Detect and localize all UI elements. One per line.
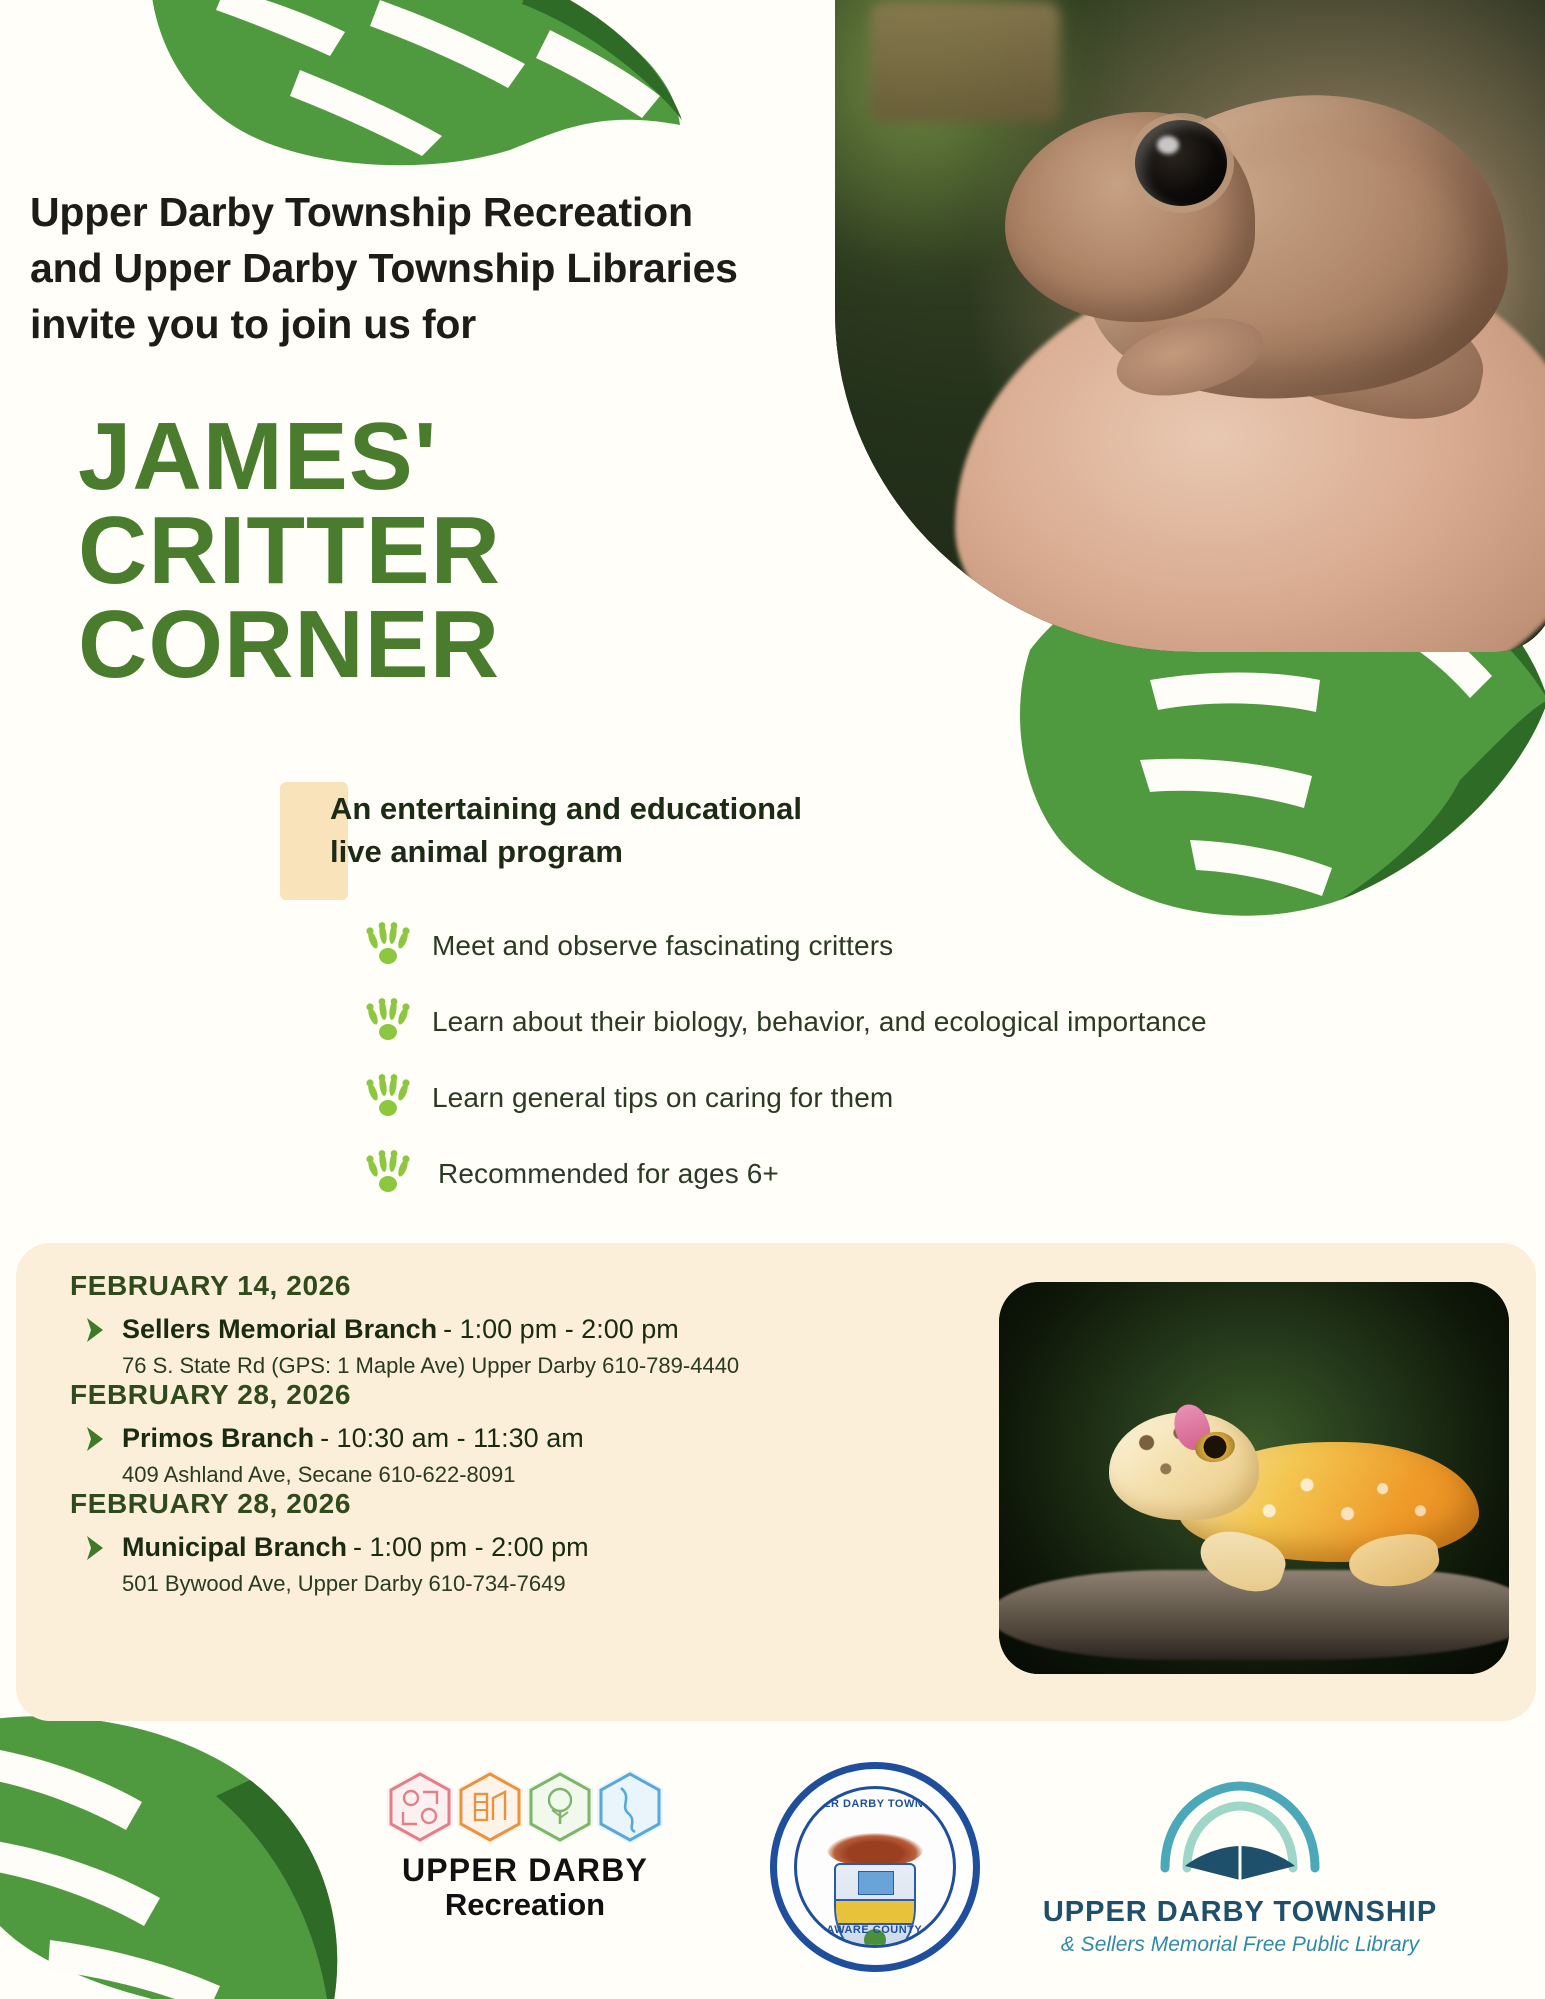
monstera-leaf-top-icon bbox=[130, 0, 690, 210]
subtitle bbox=[280, 782, 1040, 900]
frog-footprint-icon bbox=[360, 1074, 416, 1122]
township-seal-logo bbox=[770, 1762, 980, 1972]
title-line-1: JAMES' bbox=[78, 403, 438, 510]
invite-line-2: and Upper Darby Township Libraries bbox=[30, 244, 738, 291]
seal-bottom-text: DELAWARE COUNTY, PA. bbox=[802, 1924, 948, 1936]
event-venue-row bbox=[70, 1423, 970, 1454]
feature-list bbox=[360, 920, 1480, 1224]
title-line-3: CORNER bbox=[78, 591, 501, 699]
title-line-2: CRITTER bbox=[78, 497, 501, 605]
list-item-label: Learn general tips on caring for them bbox=[432, 1082, 894, 1113]
library-logo bbox=[1030, 1772, 1450, 1957]
event-group bbox=[70, 1488, 970, 1597]
eagle-icon bbox=[827, 1833, 923, 1867]
schedule-list bbox=[70, 1270, 970, 1597]
event-date: FEBRUARY 28, 2026 bbox=[70, 1488, 351, 1519]
frog-footprint-icon bbox=[360, 998, 416, 1046]
subtitle-line-1: An entertaining and educational bbox=[330, 791, 802, 826]
open-book-arc-icon bbox=[1135, 1772, 1345, 1892]
seal-top-text: UPPER DARBY TOWNSHIP bbox=[798, 1798, 951, 1810]
event-address: 409 Ashland Ave, Secane 610-622-8091 bbox=[122, 1462, 516, 1487]
list-item-label: Meet and observe fascinating critters bbox=[432, 930, 894, 961]
recreation-logo-sub: Recreation bbox=[444, 1887, 606, 1922]
page-title bbox=[78, 403, 838, 699]
event-venue-name: Sellers Memorial Branch bbox=[122, 1314, 438, 1344]
list-item bbox=[360, 1148, 1480, 1200]
upper-darby-recreation-logo bbox=[360, 1770, 690, 1923]
creek-hex-icon bbox=[597, 1770, 663, 1844]
event-date: FEBRUARY 14, 2026 bbox=[70, 1270, 351, 1301]
event-group bbox=[70, 1379, 970, 1488]
frog-footprint-icon bbox=[360, 922, 416, 970]
list-item bbox=[360, 996, 1480, 1048]
invite-line-1: Upper Darby Township Recreation bbox=[30, 189, 693, 235]
event-date: FEBRUARY 28, 2026 bbox=[70, 1379, 351, 1410]
logo-row bbox=[0, 1762, 1545, 1992]
list-item bbox=[360, 1072, 1480, 1124]
invite-line-3: invite you to join us for bbox=[30, 300, 477, 347]
event-address: 501 Bywood Ave, Upper Darby 610-734-7649 bbox=[122, 1571, 566, 1596]
event-address: 76 S. State Rd (GPS: 1 Maple Ave) Upper Darby 610-789-4440 bbox=[122, 1353, 740, 1378]
event-venue-name: Municipal Branch bbox=[122, 1532, 348, 1562]
event-time: - 10:30 am - 11:30 am bbox=[320, 1423, 584, 1453]
list-item-label: Recommended for ages 6+ bbox=[438, 1158, 779, 1189]
invite-text bbox=[30, 185, 850, 352]
frog-footprint-icon bbox=[360, 1150, 416, 1198]
event-time: - 1:00 pm - 2:00 pm bbox=[443, 1314, 679, 1344]
event-venue-name: Primos Branch bbox=[122, 1423, 315, 1453]
recreation-logo-name: UPPER DARBY bbox=[401, 1852, 649, 1888]
list-item-label: Learn about their biology, behavior, and ecological importance bbox=[432, 1006, 1207, 1037]
tree-hex-icon bbox=[527, 1770, 593, 1844]
sports-hex-icon bbox=[387, 1770, 453, 1844]
frog-photo bbox=[835, 0, 1545, 652]
chevron-right-icon bbox=[70, 1533, 122, 1563]
hex-icon-row bbox=[360, 1770, 690, 1844]
event-group bbox=[70, 1270, 970, 1379]
subtitle-line-2: live animal program bbox=[330, 833, 623, 869]
event-venue-row bbox=[70, 1532, 970, 1563]
playground-hex-icon bbox=[457, 1770, 523, 1844]
chevron-right-icon bbox=[70, 1315, 122, 1345]
library-logo-sub: & Sellers Memorial Free Public Library bbox=[1060, 1933, 1420, 1956]
list-item bbox=[360, 920, 1480, 972]
chevron-right-icon bbox=[70, 1424, 122, 1454]
event-time: - 1:00 pm - 2:00 pm bbox=[353, 1532, 589, 1562]
library-logo-title: UPPER DARBY TOWNSHIP bbox=[1042, 1896, 1438, 1928]
gecko-photo bbox=[999, 1282, 1509, 1674]
subtitle-text bbox=[330, 788, 1030, 874]
event-venue-row bbox=[70, 1314, 970, 1345]
